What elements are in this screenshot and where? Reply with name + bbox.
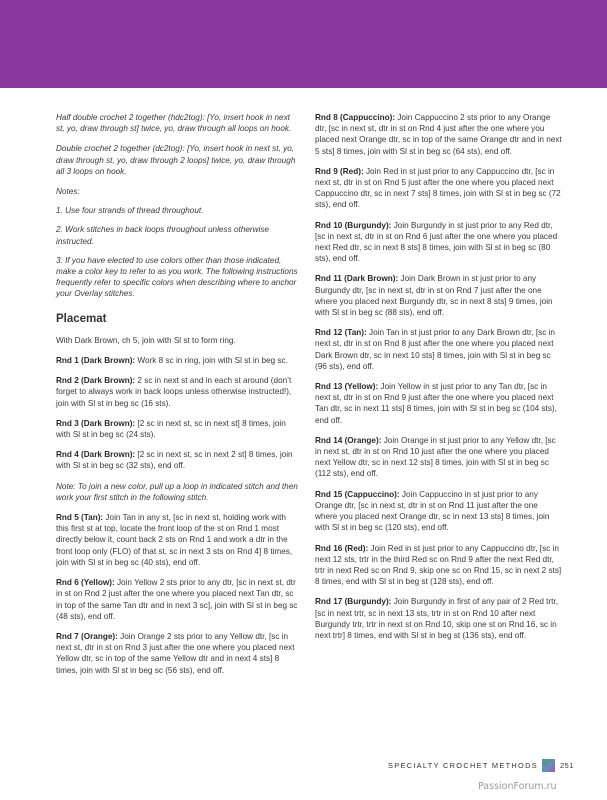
round-text: Join Red in st just prior to any Cappuccino dtr, [sc in next st, dtr in st on Rnd 5 just after the one where you placed next Cappuccino dtr, sc in next 7 sts] 8 times, join with Sl st in beg sc (72 sts), end off. bbox=[315, 166, 561, 210]
round-4 bbox=[56, 449, 299, 471]
round-17 bbox=[315, 596, 562, 641]
round-heading: Rnd 9 (Red): bbox=[315, 166, 364, 176]
join-color-note: Note: To join a new color, pull up a loop in indicated stitch and then work your first stitch in the following stitch. bbox=[56, 481, 298, 502]
round-text: Join Burgundy in st just prior to any Red dtr, [sc in next st, dtr in st on Rnd 6 just after the one where you placed next Red dtr, sc in next 8 sts] 8 times, join with Sl st in beg sc (80 sts), end off. bbox=[315, 220, 558, 264]
round-heading: Rnd 4 (Dark Brown): bbox=[56, 450, 136, 460]
page-number: 251 bbox=[560, 761, 574, 770]
round-text: [2 sc in next st, sc in next 2 st] 8 times, join with Sl st in beg sc (32 sts), end off. bbox=[56, 450, 293, 471]
round-text: [2 sc in next st, sc in next st] 8 times, join with Sl st in beg sc (24 sts). bbox=[56, 418, 286, 440]
round-12 bbox=[315, 327, 562, 372]
round-text: Join Tan in any st, [sc in next st, holding work with this first st at top, locate the front loop of the st on Rnd 1 most directly below it, count back 2 sts on Rnd 1 and work a dtr in the front loop only (FLO) of that st, sc in next 3 sts on Rnd 4] 8 times, join with Sl st in beg sc (40 sts), end off. bbox=[56, 513, 293, 567]
round-11 bbox=[315, 273, 562, 318]
round-heading: Rnd 2 (Dark Brown): bbox=[56, 376, 136, 386]
round-8 bbox=[315, 112, 562, 157]
round-1 bbox=[56, 355, 299, 366]
round-heading: Rnd 7 (Orange): bbox=[56, 631, 118, 641]
note-1: 1. Use four strands of thread throughout. bbox=[56, 206, 204, 216]
page-footer bbox=[388, 759, 588, 773]
round-9 bbox=[315, 166, 562, 211]
round-6 bbox=[56, 577, 299, 622]
round-2 bbox=[56, 375, 299, 409]
round-15 bbox=[315, 489, 562, 534]
round-text: Join Cappuccino 2 sts prior to any Orange dtr, [sc in next st, dtr in st on Rnd 4 just after the one where you placed next Orange dtr, sc in top of the same Orange dtr and in next 5 sts] 8 times, join with Sl st in beg sc (64 sts), end off. bbox=[315, 113, 562, 156]
round-5 bbox=[56, 512, 299, 568]
round-16 bbox=[315, 543, 562, 588]
hdc2tog-definition: Half double crochet 2 together (hdc2tog): [Yo, insert hook in next st, yo, draw through st] twice, yo, draw through all loops on hook. bbox=[56, 113, 292, 134]
round-heading: Rnd 5 (Tan): bbox=[56, 513, 104, 523]
round-13 bbox=[315, 381, 562, 426]
round-heading: Rnd 3 (Dark Brown): bbox=[56, 418, 136, 428]
right-column bbox=[315, 112, 562, 650]
footer-icon bbox=[542, 759, 555, 772]
watermark: PassionForum.ru bbox=[478, 781, 557, 792]
round-heading: Rnd 12 (Tan): bbox=[315, 328, 367, 338]
placemat-intro: With Dark Brown, ch 5, join with Sl st to form ring. bbox=[56, 335, 236, 345]
round-heading: Rnd 11 (Dark Brown): bbox=[315, 274, 399, 284]
section-title: Placemat bbox=[56, 312, 107, 325]
round-7 bbox=[56, 631, 299, 676]
round-heading: Rnd 10 (Burgundy): bbox=[315, 220, 392, 230]
round-heading: Rnd 6 (Yellow): bbox=[56, 578, 115, 588]
footer-section-name: SPECIALTY CROCHET METHODS bbox=[388, 761, 538, 770]
round-heading: Rnd 17 (Burgundy): bbox=[315, 597, 392, 607]
round-text: Join Orange in st just prior to any Yellow dtr, [sc in next st, dtr in st on Rnd 10 just after the one where you placed next Yellow dtr, sc in next 12 sts] 8 times, join with Sl st in beg sc (112 sts), end off. bbox=[315, 435, 556, 479]
round-heading: Rnd 13 (Yellow): bbox=[315, 382, 379, 392]
round-text: Work 8 sc in ring, join with Sl st in beg sc. bbox=[135, 356, 288, 366]
round-text: Join Tan in st just prior to any Dark Brown dtr, [sc in next st, dtr in st on Rnd 8 just after the one where you placed next Dark Brown dtr, sc in next 10 sts] 8 times, join with Sl st in beg sc (96 sts), end off. bbox=[315, 328, 555, 371]
notes-label: Notes: bbox=[56, 187, 80, 197]
round-text: Join Red in st just prior to any Cappuccino dtr, [sc in next 12 sts, trtr in the third Red sc on Rnd 9 after the next Red dtr, trtr in next Red sc on Rnd 9, skip one sc on Rnd 15, sc in next 2 sts] 8 times, end with Sl st in beg st (128 sts), end off. bbox=[315, 543, 562, 587]
round-text: Join Dark Brown in st just prior to any Burgundy dtr, [sc in next st, dtr in st on Rnd 7 just after the one where you placed next Burgundy dtr, sc in next 8 sts] 9 times, join with Sl st in beg sc (88 sts), end off. bbox=[315, 274, 553, 318]
round-14 bbox=[315, 435, 562, 480]
header-banner bbox=[0, 0, 607, 88]
round-text: Join Burgundy in first of any pair of 2 Red trtr, [sc in next trtr, sc in next 13 sts, trtr in st on Rnd 10 after next Burgundy trtr, trtr in next st on Rnd 10, skip one st on Rnd 16, sc in next trtr] 8 times, end with Sl st in beg st (136 sts), end off. bbox=[315, 597, 558, 640]
round-10 bbox=[315, 220, 562, 265]
round-text: Join Cappuccino in st just prior to any Orange dtr, [sc in next st, dtr in st on Rnd 11 just after the one where you placed next Orange dtr, sc in next 13 sts] 8 times, join with Sl st in beg sc (120 sts), end off. bbox=[315, 489, 550, 533]
round-heading: Rnd 8 (Cappuccino): bbox=[315, 113, 396, 122]
round-3 bbox=[56, 418, 299, 440]
round-text: 2 sc in next st and in each st around (don’t forget to always work in back loops unless otherwise instructed!), join with Sl st in beg sc (16 sts). bbox=[56, 376, 292, 408]
round-text: Join Yellow in st just prior to any Tan dtr, [sc in next st, dtr in st on Rnd 9 just after the one where you placed next Tan dtr, sc in next 11 sts] 8 times, join with Sl st in beg sc (104 sts), end off. bbox=[315, 382, 557, 425]
round-heading: Rnd 16 (Red): bbox=[315, 543, 369, 553]
dc2tog-definition: Double crochet 2 together (dc2tog): [Yo, insert hook in next st, yo, draw through st, yo, draw through 2 loops] twice, yo, draw through all 3 loops on hook. bbox=[56, 144, 296, 176]
note-3: 3. If you have elected to use colors other than those indicated, make a color key to refer to as you work. The following instructions frequently refer to specific colors when describing where to anchor your Overlay stitches. bbox=[56, 255, 298, 299]
round-heading: Rnd 15 (Cappuccino): bbox=[315, 489, 400, 499]
left-column bbox=[56, 112, 299, 685]
round-heading: Rnd 1 (Dark Brown): bbox=[56, 356, 136, 366]
round-heading: Rnd 14 (Orange): bbox=[315, 435, 382, 445]
round-text: Join Yellow 2 sts prior to any dtr, [sc in next st, dtr in st on Rnd 2 just after the one where you placed next Tan dtr, sc in top of the same Tan dtr and in next 3 sc], join with Sl st in beg sc (48 sts), end off. bbox=[56, 578, 298, 621]
round-text: Join Orange 2 sts prior to any Yellow dtr, [sc in next st, dtr in st on Rnd 3 just after the one where you placed next Yellow dtr, sc in top of the same Yellow dtr and in next 4 sts] 8 times, join with Sl st in beg sc (56 sts), end off. bbox=[56, 631, 295, 675]
note-2: 2. Work stitches in back loops throughout unless otherwise instructed. bbox=[56, 225, 269, 246]
